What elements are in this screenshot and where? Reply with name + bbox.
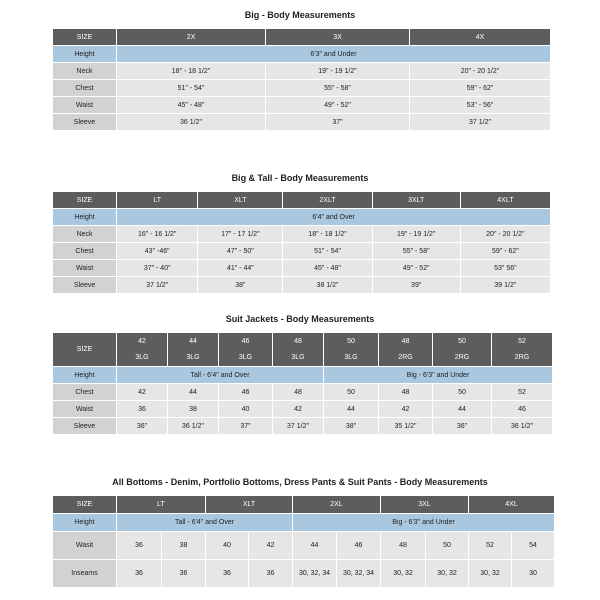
row-label: Waist [53,97,116,113]
height-label: Height [53,514,116,531]
size-col-header: 3XL [381,496,468,513]
size-header: SIZE [53,333,116,366]
table-cell: 36 1/2" [492,418,552,434]
table-cell: 50 [426,532,468,559]
table-cell: 59" - 62" [461,243,550,259]
size-header: SIZE [53,496,116,513]
row-label: Chest [53,384,116,400]
bottoms-title: All Bottoms - Denim, Portfolio Bottoms, Dress Pants & Suit Pants - Body Measurements [112,477,488,487]
table-cell: 44 [293,532,336,559]
table-cell: 42 [273,401,323,417]
table-cell: 45" - 48" [117,97,265,113]
row-label: Neck [53,63,116,79]
size-code: 3LG [291,353,305,361]
table-cell: 39 1/2" [461,277,550,293]
size-col-header: LT [117,192,197,208]
size-col-header: 3XLT [373,192,460,208]
big-tall-section [0,172,600,184]
table-cell: 36 [249,560,292,587]
table-cell: 37" - 40" [117,260,197,276]
size-col-header: 3X [266,29,409,45]
big-section [0,9,600,21]
size-code: 2RG [514,353,530,361]
size-col-header [379,333,432,366]
row-label: Wasit [53,532,116,559]
table-cell: 30, 32 [426,560,468,587]
size-code: 3LG [238,353,253,361]
row-label: Chest [53,80,116,96]
table-cell: 50 [324,384,378,400]
size-col-header: 4XL [469,496,554,513]
size-col-header [168,333,218,366]
table-cell: 51" - 54" [283,243,371,259]
row-label: Sleeve [53,114,116,130]
row-label: Sleeve [53,418,116,434]
table-cell: 38 1/2" [283,277,371,293]
size-col-header: 4XLT [461,192,550,208]
table-cell: 20" - 20 1/2" [461,226,550,242]
size-col-header [324,333,378,366]
table-cell: 36 [162,560,205,587]
table-cell: 42 [379,401,432,417]
table-cell: 20" - 20 1/2" [410,63,550,79]
big-title: Big - Body Measurements [244,10,356,20]
big-tall-title: Big & Tall - Body Measurements [231,173,369,183]
size-col-header [117,333,167,366]
size-col-header: 2XLT [283,192,371,208]
table-cell: 30, 32, 34 [293,560,336,587]
size-col-header: 2XL [293,496,380,513]
table-cell: 55" - 58" [373,243,460,259]
size-col-header: 2X [117,29,265,45]
table-cell: 53" - 56" [410,97,550,113]
table-cell: 36 1/2" [117,114,265,130]
big-table [52,28,551,131]
table-cell: 48 [379,384,432,400]
table-cell: 45" - 48" [283,260,371,276]
table-cell: 42 [249,532,292,559]
size-header: SIZE [53,192,116,208]
table-cell: 30, 32 [469,560,511,587]
row-label: Neck [53,226,116,242]
size-col-header [219,333,272,366]
table-cell: 52 [492,384,552,400]
table-cell: 38 [162,532,205,559]
table-cell: 49" - 52" [266,97,409,113]
height-big: Big - 6'3" and Under [324,367,552,383]
row-label: Chest [53,243,116,259]
height-tall: Tall - 6'4" and Over [117,514,292,531]
table-cell: 59" - 62" [410,80,550,96]
size-col-header [273,333,323,366]
row-label: Waist [53,401,116,417]
table-cell: 43" -46" [117,243,197,259]
size-code: 3LG [344,353,358,361]
size-num: 44 [189,337,197,345]
size-num: 42 [138,337,146,345]
table-cell: 39" [373,277,460,293]
size-col-header [433,333,491,366]
size-col-header [492,333,552,366]
table-cell: 54 [512,532,554,559]
table-cell: 46 [492,401,552,417]
size-num: 50 [347,337,355,345]
table-cell: 44 [324,401,378,417]
table-cell: 53" 56" [461,260,550,276]
height-tall: Tall - 6'4" and Over [117,367,323,383]
table-cell: 44 [168,384,218,400]
table-cell: 18" - 18 1/2" [117,63,265,79]
table-cell: 30 [512,560,554,587]
size-num: 52 [518,337,526,345]
size-num: 48 [294,337,302,345]
size-col-header: XLT [198,192,282,208]
table-cell: 38" [198,277,282,293]
row-label: Sleeve [53,277,116,293]
table-cell: 36 [206,560,248,587]
table-cell: 36 [117,532,161,559]
row-label: Inseams [53,560,116,587]
table-cell: 38 [168,401,218,417]
table-cell: 44 [433,401,491,417]
size-code: 2RG [454,353,470,361]
table-cell: 17" - 17 1/2" [198,226,282,242]
size-code: 3LG [135,353,149,361]
table-cell: 37 1/2" [410,114,550,130]
table-cell: 48 [273,384,323,400]
table-cell: 47" - 50" [198,243,282,259]
table-cell: 49" - 52" [373,260,460,276]
table-cell: 50 [433,384,491,400]
suit-title: Suit Jackets - Body Measurements [225,314,375,324]
table-cell: 42 [117,384,167,400]
table-cell: 30, 32 [381,560,425,587]
size-code: 2RG [398,353,413,361]
table-cell: 40 [219,401,272,417]
table-cell: 38" [324,418,378,434]
size-col-header: 4X [410,29,550,45]
table-cell: 36" [433,418,491,434]
table-cell: 37 1/2" [117,277,197,293]
table-cell: 37 1/2" [273,418,323,434]
height-big: Big - 6'3" and Under [293,514,554,531]
size-col-header: LT [117,496,205,513]
bottoms-table [52,495,555,588]
height-value: 6'3" and Under [117,46,550,62]
size-num: 46 [241,337,250,345]
table-cell: 55" - 58" [266,80,409,96]
bottoms-section [0,476,600,488]
height-label: Height [53,367,116,383]
table-cell: 16" - 16 1/2" [117,226,197,242]
table-cell: 30, 32, 34 [337,560,380,587]
height-label: Height [53,46,116,62]
table-cell: 48 [381,532,425,559]
table-cell: 52 [469,532,511,559]
table-cell: 41" - 44" [198,260,282,276]
table-cell: 36 [117,560,161,587]
size-header: SIZE [53,29,116,45]
table-cell: 19" - 19 1/2" [373,226,460,242]
table-cell: 36 1/2" [168,418,218,434]
table-cell: 46 [219,384,272,400]
table-cell: 37" [219,418,272,434]
size-num: 50 [458,337,466,345]
table-cell: 37" [266,114,409,130]
size-num: 48 [401,337,410,345]
suit-table [52,332,553,435]
big-tall-table [52,191,551,294]
size-col-header: XLT [206,496,292,513]
table-cell: 36" [117,418,167,434]
table-cell: 19" - 19 1/2" [266,63,409,79]
size-code: 3LG [186,353,200,361]
row-label: Waist [53,260,116,276]
height-label: Height [53,209,116,225]
table-cell: 18" - 18 1/2" [283,226,371,242]
table-cell: 51" - 54" [117,80,265,96]
table-cell: 36 [117,401,167,417]
table-cell: 35 1/2" [379,418,432,434]
table-cell: 46 [337,532,380,559]
suit-section [0,313,600,325]
table-cell: 40 [206,532,248,559]
height-value: 6'4" and Over [117,209,550,225]
